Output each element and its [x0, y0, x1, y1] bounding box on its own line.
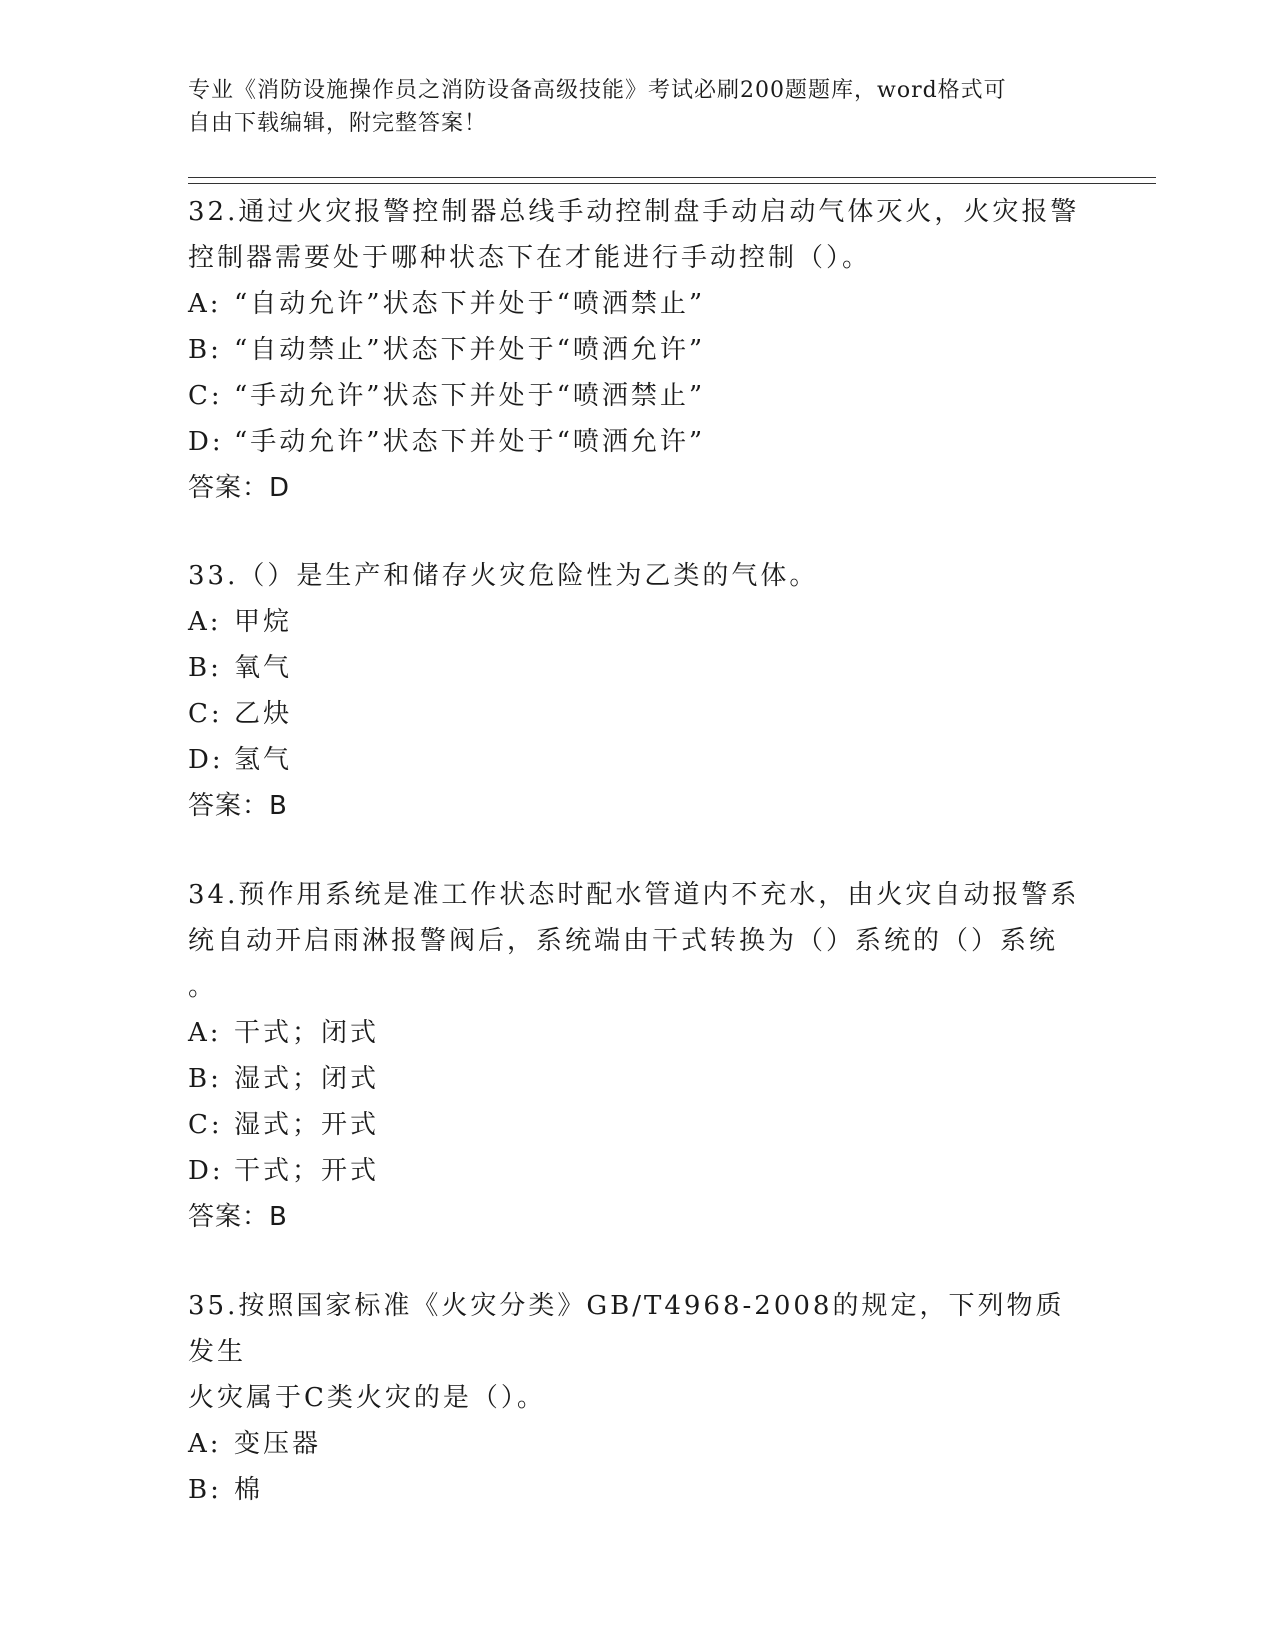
question-35: [188, 1283, 1088, 1513]
option-label: D:: [188, 1156, 224, 1186]
option-text: 棉: [234, 1475, 264, 1505]
option-text: 湿式；闭式: [234, 1064, 380, 1094]
header-line-2: 自由下载编辑，附完整答案！: [188, 111, 488, 136]
answer-line: 答案：B: [188, 1202, 288, 1232]
question-stem-line: 火灾属于C类火灾的是（）。: [188, 1383, 546, 1413]
question-33: [188, 553, 1088, 829]
option-label: A:: [188, 1429, 222, 1459]
option-label: A:: [188, 289, 222, 319]
question-stem-line: 32.通过火灾报警控制器总线手动控制盘手动启动气体灭火，火灾报警: [188, 197, 1080, 227]
question-stem-line: 33.（）是生产和储存火灾危险性为乙类的气体。: [188, 561, 819, 591]
option-b: [188, 1056, 1088, 1102]
option-text: 乙炔: [234, 699, 293, 729]
option-text: 氢气: [234, 745, 293, 775]
option-a: [188, 599, 1088, 645]
option-label: A:: [188, 607, 222, 637]
header-divider-bottom: [188, 183, 1156, 184]
option-text: “自动允许”状态下并处于“喷洒禁止”: [234, 289, 706, 319]
option-label: B:: [188, 1475, 222, 1505]
option-text: 湿式；开式: [234, 1110, 380, 1140]
option-b: [188, 327, 1088, 373]
option-a: [188, 1421, 1088, 1467]
option-c: [188, 373, 1088, 419]
option-label: D:: [188, 745, 224, 775]
option-d: [188, 419, 1088, 465]
option-text: 变压器: [234, 1429, 322, 1459]
question-34: [188, 872, 1088, 1240]
question-stem-line: 。: [188, 972, 218, 1002]
option-label: C:: [188, 381, 223, 411]
option-label: B:: [188, 1064, 222, 1094]
header-divider-top: [188, 177, 1156, 178]
question-stem-line: 34.预作用系统是准工作状态时配水管道内不充水，由火灾自动报警系: [188, 880, 1080, 910]
question-32: [188, 189, 1088, 511]
document-header: [188, 74, 1088, 140]
option-text: 甲烷: [234, 607, 293, 637]
question-stem-line: 控制器需要处于哪种状态下在才能进行手动控制（）。: [188, 243, 872, 273]
option-label: D:: [188, 427, 224, 457]
option-a: [188, 281, 1088, 327]
option-label: A:: [188, 1018, 222, 1048]
option-text: “手动允许”状态下并处于“喷洒禁止”: [234, 381, 706, 411]
option-d: [188, 1148, 1088, 1194]
option-label: B:: [188, 335, 222, 365]
header-line-1: 专业《消防设施操作员之消防设备高级技能》考试必刷200题题库，word格式可: [188, 78, 1007, 103]
option-text: “自动禁止”状态下并处于“喷洒允许”: [234, 335, 706, 365]
answer-line: 答案：D: [188, 473, 291, 503]
option-text: “手动允许”状态下并处于“喷洒允许”: [234, 427, 706, 457]
option-a: [188, 1010, 1088, 1056]
option-d: [188, 737, 1088, 783]
option-label: C:: [188, 699, 223, 729]
question-stem-line: 统自动开启雨淋报警阀后，系统端由干式转换为（）系统的（）系统: [188, 926, 1059, 956]
answer-line: 答案：B: [188, 791, 288, 821]
option-label: B:: [188, 653, 222, 683]
option-b: [188, 1467, 1088, 1513]
option-text: 干式；开式: [234, 1156, 380, 1186]
option-c: [188, 691, 1088, 737]
question-stem-line: 35.按照国家标准《火灾分类》GB/T4968-2008的规定，下列物质发生: [188, 1291, 1065, 1367]
option-text: 氧气: [234, 653, 293, 683]
option-c: [188, 1102, 1088, 1148]
option-b: [188, 645, 1088, 691]
option-label: C:: [188, 1110, 223, 1140]
option-text: 干式；闭式: [234, 1018, 380, 1048]
